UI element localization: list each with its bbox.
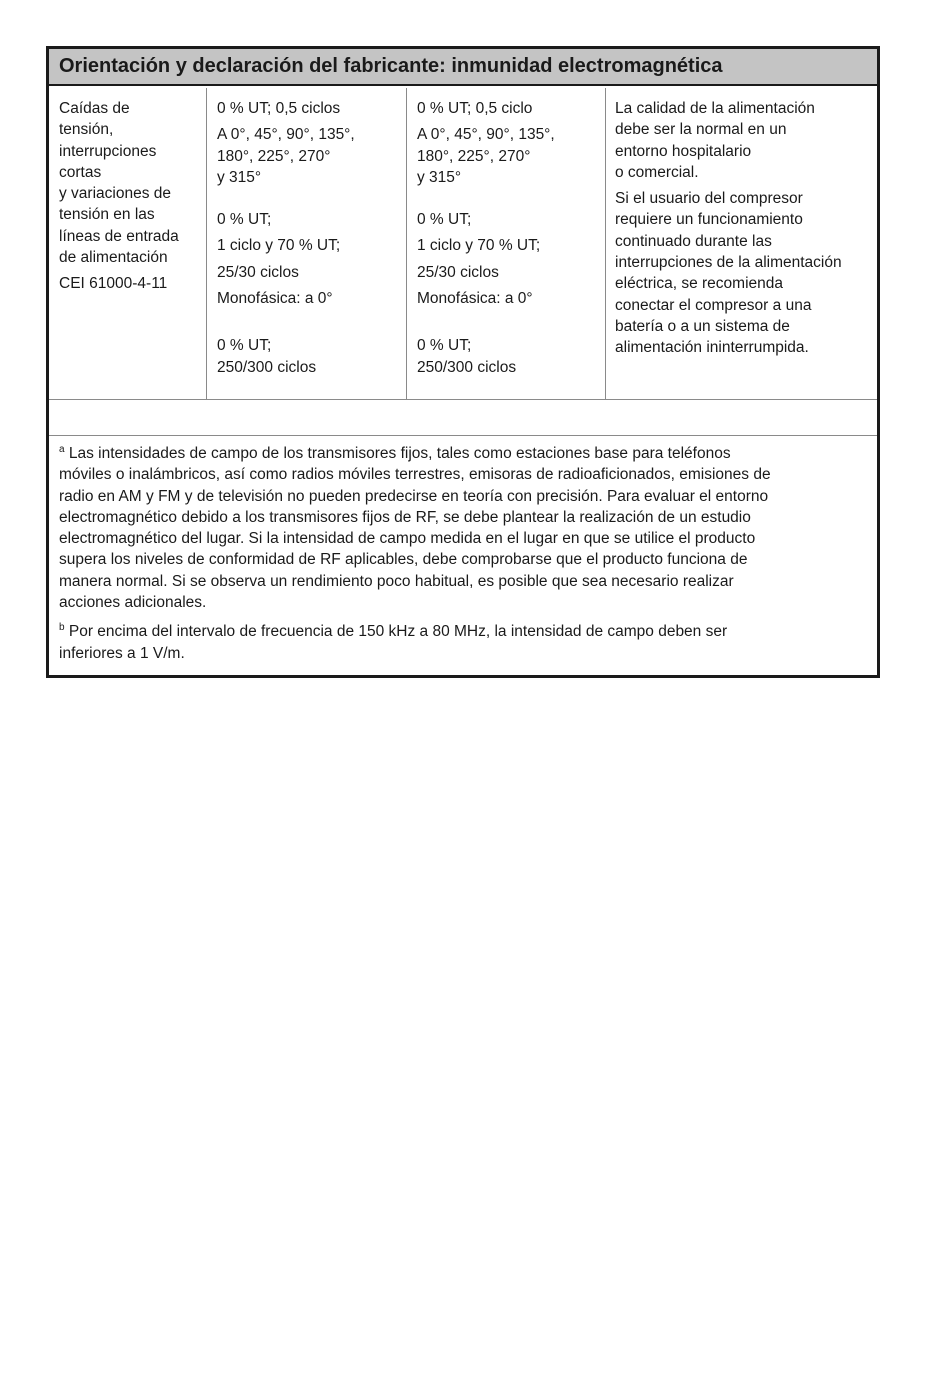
compliance-level-line: 0 % UT; 0,5 ciclo: [417, 100, 533, 117]
test-level-block: [217, 335, 402, 378]
compliance-level-angles: [417, 124, 602, 188]
test-level-angles: [217, 124, 402, 188]
compliance-level-line: Monofásica: a 0°: [417, 290, 533, 308]
compliance-level-line: 180°, 225°, 270°: [417, 147, 531, 165]
guidance-paragraph: [615, 98, 873, 183]
compliance-level-line: y 315°: [417, 168, 462, 186]
guidance-paragraph: [615, 188, 873, 358]
column-divider: [206, 88, 207, 399]
guidance-line: entorno hospitalario: [615, 142, 752, 160]
footnote-line: electromagnético debido a los transmisores fijos de RF, se debe plantear la realización de un estudio: [59, 508, 751, 526]
footnote-line: Las intensidades de campo de los transmisores fijos, tales como estaciones base para teléfonos: [68, 445, 731, 462]
phenomenon-line: de alimentación: [59, 249, 168, 267]
compliance-level-cell: [417, 98, 602, 383]
table-title: Orientación y declaración del fabricante: inmunidad electromagnética: [59, 55, 723, 77]
footnote-line: electromagnético del lugar. Si la intensidad de campo medida en el lugar en que se utilice el producto: [59, 530, 756, 548]
test-level-line: 180°, 225°, 270°: [217, 147, 331, 165]
guidance-line: eléctrica, se recomienda: [615, 275, 783, 293]
guidance-line: La calidad de la alimentación: [615, 100, 815, 117]
compliance-level-line: 1 ciclo y 70 % UT;: [417, 237, 541, 255]
phenomenon-line: interrupciones: [59, 142, 157, 160]
guidance-line: continuado durante las: [615, 232, 772, 250]
test-level-line: 25/30 ciclos: [217, 263, 299, 281]
standard-ref: CEI 61000-4-11: [59, 275, 168, 293]
footnote-line: Por encima del intervalo de frecuencia de 150 kHz a 80 MHz, la intensidad de campo deben ser: [68, 623, 728, 641]
guidance-line: interrupciones de la alimentación: [615, 254, 842, 272]
phenomenon-line: cortas: [59, 163, 102, 181]
footnote-line: móviles o inalámbricos, así como radios móviles terrestres, emisoras de radioaficionados, emisiones de: [59, 466, 771, 484]
guidance-line: batería o a un sistema de: [615, 317, 790, 335]
footnotes: [59, 443, 869, 672]
guidance-line: requiere un funcionamiento: [615, 211, 803, 229]
guidance-cell: [615, 98, 873, 364]
test-level-line: 250/300 ciclos: [217, 358, 317, 376]
phenomenon-line: tensión en las: [59, 206, 155, 224]
test-level-line: Monofásica: a 0°: [217, 290, 333, 308]
compliance-level-line: A 0°, 45°, 90°, 135°,: [417, 126, 555, 144]
test-level-line: y 315°: [217, 168, 262, 186]
compliance-level-line: 250/300 ciclos: [417, 358, 517, 376]
footnote-line: radio en AM y FM y de televisión no pueden predecirse en teoría con precisión. Para evaluar el entorno: [59, 487, 769, 505]
test-level-line: 0 % UT;: [217, 211, 272, 229]
phenomenon-cell: [59, 98, 201, 295]
compliance-level-block: [417, 335, 602, 378]
guidance-line: o comercial.: [615, 163, 699, 181]
phenomenon-line: y variaciones de: [59, 185, 172, 203]
footnote-line: supera los niveles de conformidad de RF aplicables, debe comprobarse que el producto funciona de: [59, 551, 748, 569]
footnote-b: [59, 621, 869, 664]
column-divider: [605, 88, 606, 399]
test-level-cell: [217, 98, 402, 383]
compliance-level-line: 25/30 ciclos: [417, 263, 499, 281]
phenomenon-line: tensión,: [59, 121, 114, 139]
compliance-level-line: 0 % UT;: [417, 211, 472, 229]
column-divider: [406, 88, 407, 399]
footnote-marker: a: [59, 444, 65, 455]
test-level-line: 0 % UT;: [217, 337, 272, 355]
guidance-line: conectar el compresor a una: [615, 296, 812, 314]
empty-row: [49, 400, 877, 436]
footnote-line: inferiores a 1 V/m.: [59, 644, 185, 662]
test-level-line: A 0°, 45°, 90°, 135°,: [217, 126, 355, 144]
phenomenon-line: Caídas de: [59, 100, 130, 117]
guidance-line: debe ser la normal en un: [615, 121, 787, 139]
guidance-line: Si el usuario del compresor: [615, 190, 803, 208]
test-level-line: 1 ciclo y 70 % UT;: [217, 237, 341, 255]
test-level-line: 0 % UT; 0,5 ciclos: [217, 100, 341, 117]
footnote-a: [59, 443, 869, 613]
footnote-marker: b: [59, 622, 65, 634]
guidance-line: alimentación ininterrumpida.: [615, 339, 809, 357]
table-header: [49, 49, 877, 86]
immunity-table: [46, 46, 880, 678]
footnote-line: manera normal. Si se observa un rendimiento poco habitual, es posible que sea necesario realizar: [59, 572, 734, 590]
footnote-line: acciones adicionales.: [59, 594, 207, 612]
compliance-level-line: 0 % UT;: [417, 337, 472, 355]
phenomenon-line: líneas de entrada: [59, 227, 179, 245]
